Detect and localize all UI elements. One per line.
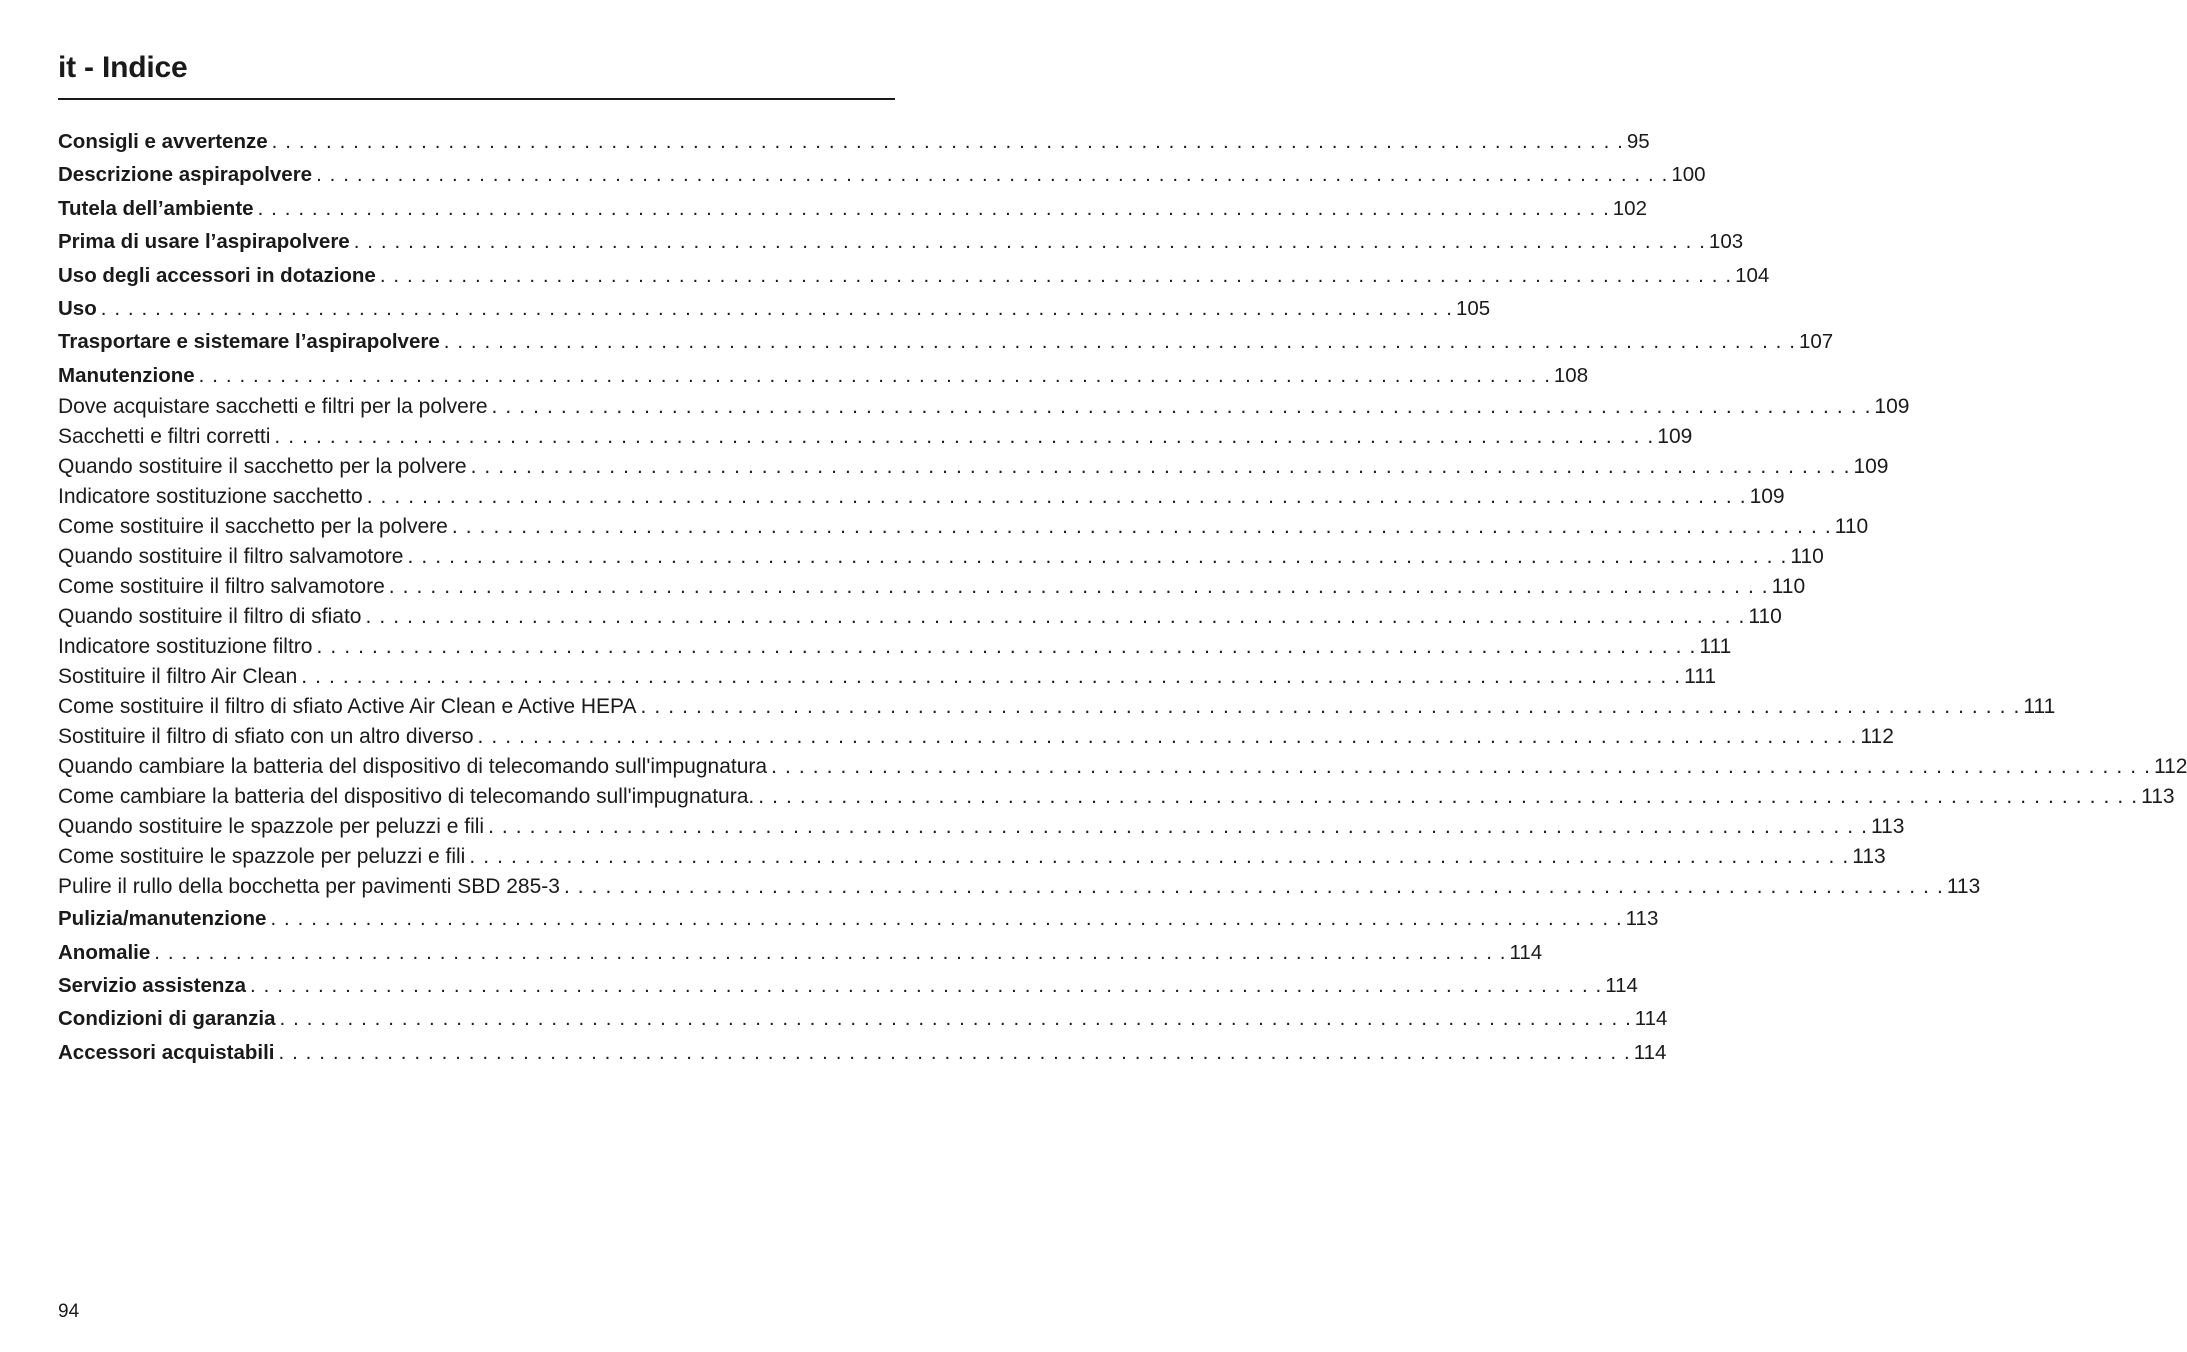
toc-entry-label: Manutenzione (58, 363, 195, 387)
toc-entry-label: Uso (58, 296, 97, 320)
toc-dot-leader (389, 572, 1768, 602)
toc-entry-label: Sostituire il filtro Air Clean (58, 665, 298, 689)
toc-chapter-entry[interactable] (58, 192, 1647, 225)
toc-dot-leader (272, 125, 1623, 158)
toc-entry-page: 109 (1853, 455, 1889, 479)
toc-entry-page: 111 (1684, 665, 1717, 689)
toc-dot-leader (478, 722, 1857, 752)
toc-dot-leader (564, 872, 1943, 902)
toc-dot-leader (641, 692, 2020, 722)
toc-section-entry[interactable] (58, 692, 2056, 722)
toc-entry-page: 110 (1771, 575, 1806, 599)
toc-dot-leader (270, 902, 1621, 935)
toc-entry-page: 103 (1708, 230, 1744, 254)
toc-entry-page: 110 (1790, 545, 1824, 569)
toc-entry-label: Pulizia/manutenzione (58, 907, 267, 931)
toc-entry-page: 113 (1946, 875, 1981, 899)
toc-entry-label: Descrizione aspirapolvere (58, 163, 313, 187)
toc-section-entry[interactable] (58, 482, 1785, 512)
toc-chapter-entry[interactable] (58, 158, 1706, 191)
toc-entry-label: Sacchetti e filtri corretti (58, 425, 271, 449)
toc-dot-leader (354, 225, 1705, 258)
toc-entry-page: 114 (1634, 1007, 1668, 1031)
toc-entry-page: 113 (1852, 845, 1886, 869)
toc-section-entry[interactable] (58, 572, 1806, 602)
toc-entry-label: Uso degli accessori in dotazione (58, 263, 376, 287)
toc-entry-page: 108 (1553, 363, 1589, 387)
toc-entry-page: 102 (1612, 196, 1647, 220)
toc-dot-leader (771, 752, 2150, 782)
toc-section-entry[interactable] (58, 452, 1889, 482)
toc-section-entry[interactable] (58, 782, 2175, 812)
toc-chapter-entry[interactable] (58, 936, 1543, 969)
toc-chapter-entry[interactable] (58, 125, 1650, 158)
toc-section-entry[interactable] (58, 632, 1732, 662)
toc-dot-leader (408, 542, 1787, 572)
toc-dot-leader (488, 812, 1867, 842)
toc-entry-page: 110 (1834, 515, 1869, 539)
toc-entry-page: 113 (1625, 907, 1659, 931)
toc-entry-label: Come sostituire il filtro di sfiato Active Air Clean e Active HEPA (58, 695, 637, 719)
toc-section-entry[interactable] (58, 602, 1782, 632)
toc-entry-page: 105 (1455, 296, 1491, 320)
toc-entry-page: 110 (1748, 605, 1782, 629)
toc-dot-leader (274, 422, 1653, 452)
toc-entry-label: Dove acquistare sacchetti e filtri per la polvere (58, 395, 488, 419)
toc-entry-page: 114 (1605, 973, 1638, 997)
toc-dot-leader (452, 512, 1831, 542)
toc-chapter-entry[interactable] (58, 1036, 1667, 1069)
toc-entry-label: Indicatore sostituzione sacchetto (58, 485, 363, 509)
toc-entry-label: Come sostituire le spazzole per peluzzi e fili (58, 845, 466, 869)
toc-dot-leader (492, 392, 1871, 422)
toc-entry-label: Indicatore sostituzione filtro (58, 635, 313, 659)
toc-dot-leader (278, 1036, 1629, 1069)
toc-section-entry[interactable] (58, 392, 1910, 422)
toc-chapter-entry[interactable] (58, 225, 1744, 258)
toc-entry-page: 112 (1860, 725, 1894, 749)
toc-entry-label: Consigli e avvertenze (58, 130, 268, 153)
toc-chapter-entry[interactable] (58, 969, 1638, 1002)
toc-entry-label: Come sostituire il filtro salvamotore (58, 575, 385, 599)
toc-entry-page: 95 (1626, 130, 1650, 153)
page-title: it - Indice (58, 51, 188, 84)
toc-dot-leader (758, 782, 2137, 812)
toc-dot-leader (316, 632, 1695, 662)
toc-section-entry[interactable] (58, 722, 1894, 752)
toc-dot-leader (301, 662, 1680, 692)
toc-entry-page: 113 (1870, 815, 1905, 839)
toc-entry-label: Anomalie (58, 940, 151, 964)
toc-section-entry[interactable] (58, 842, 1886, 872)
toc-entry-page: 100 (1671, 163, 1706, 187)
toc-entry-label: Tutela dell’ambiente (58, 196, 254, 220)
toc-dot-leader (316, 158, 1667, 191)
toc-chapter-entry[interactable] (58, 902, 1659, 935)
toc-entry-page: 111 (2023, 695, 2056, 719)
toc-dot-leader (444, 325, 1795, 358)
toc-entry-page: 107 (1798, 330, 1834, 354)
toc-section-entry[interactable] (58, 662, 1717, 692)
table-of-contents (58, 125, 2187, 1069)
toc-dot-leader (101, 292, 1452, 325)
toc-chapter-entry[interactable] (58, 1002, 1668, 1035)
toc-entry-label: Prima di usare l’aspirapolvere (58, 230, 350, 254)
toc-section-entry[interactable] (58, 752, 2187, 782)
toc-section-entry[interactable] (58, 542, 1824, 572)
toc-dot-leader (365, 602, 1744, 632)
toc-entry-label: Come sostituire il sacchetto per la polvere (58, 515, 448, 539)
toc-entry-label: Come cambiare la batteria del dispositivo di telecomando sull'impugnatura. (58, 785, 755, 809)
toc-entry-label: Pulire il rullo della bocchetta per pavimenti SBD 285-3 (58, 875, 560, 899)
toc-entry-page: 114 (1509, 940, 1543, 964)
toc-entry-page: 109 (1749, 485, 1785, 509)
toc-entry-page: 113 (2141, 785, 2175, 809)
toc-entry-label: Quando sostituire le spazzole per peluzzi e fili (58, 815, 485, 839)
toc-entry-label: Servizio assistenza (58, 973, 247, 997)
toc-dot-leader (280, 1002, 1631, 1035)
toc-entry-page: 109 (1874, 395, 1910, 419)
toc-entry-label: Sostituire il filtro di sfiato con un altro diverso (58, 725, 474, 749)
toc-entry-label: Quando sostituire il filtro di sfiato (58, 605, 362, 629)
toc-dot-leader (469, 842, 1848, 872)
toc-chapter-entry[interactable] (58, 359, 1589, 392)
toc-entry-label: Quando sostituire il filtro salvamotore (58, 545, 404, 569)
toc-section-entry[interactable] (58, 812, 1905, 842)
toc-dot-leader (380, 259, 1731, 292)
toc-entry-page: 109 (1657, 425, 1693, 449)
toc-dot-leader (250, 969, 1601, 1002)
toc-entry-label: Accessori acquistabili (58, 1040, 275, 1064)
toc-entry-page: 104 (1735, 263, 1770, 287)
toc-entry-label: Condizioni di garanzia (58, 1007, 276, 1031)
toc-chapter-entry[interactable] (58, 259, 1770, 292)
toc-entry-label: Quando sostituire il sacchetto per la polvere (58, 455, 467, 479)
toc-entry-page: 111 (1699, 635, 1732, 659)
toc-entry-page: 112 (2153, 755, 2187, 779)
page-number: 94 (58, 1301, 80, 1322)
toc-entry-label: Quando cambiare la batteria del dispositivo di telecomando sull'impugnatura (58, 755, 768, 779)
toc-section-entry[interactable] (58, 872, 1981, 902)
toc-entry-page: 114 (1633, 1040, 1667, 1064)
toc-dot-leader (471, 452, 1850, 482)
toc-entry-label: Trasportare e sistemare l’aspirapolvere (58, 330, 440, 354)
toc-section-entry[interactable] (58, 422, 1693, 452)
page-header (58, 48, 895, 100)
toc-dot-leader (199, 359, 1550, 392)
toc-dot-leader (367, 482, 1746, 512)
toc-chapter-entry[interactable] (58, 292, 1491, 325)
toc-section-entry[interactable] (58, 512, 1869, 542)
toc-dot-leader (154, 936, 1505, 969)
toc-dot-leader (258, 192, 1609, 225)
toc-chapter-entry[interactable] (58, 325, 1834, 358)
